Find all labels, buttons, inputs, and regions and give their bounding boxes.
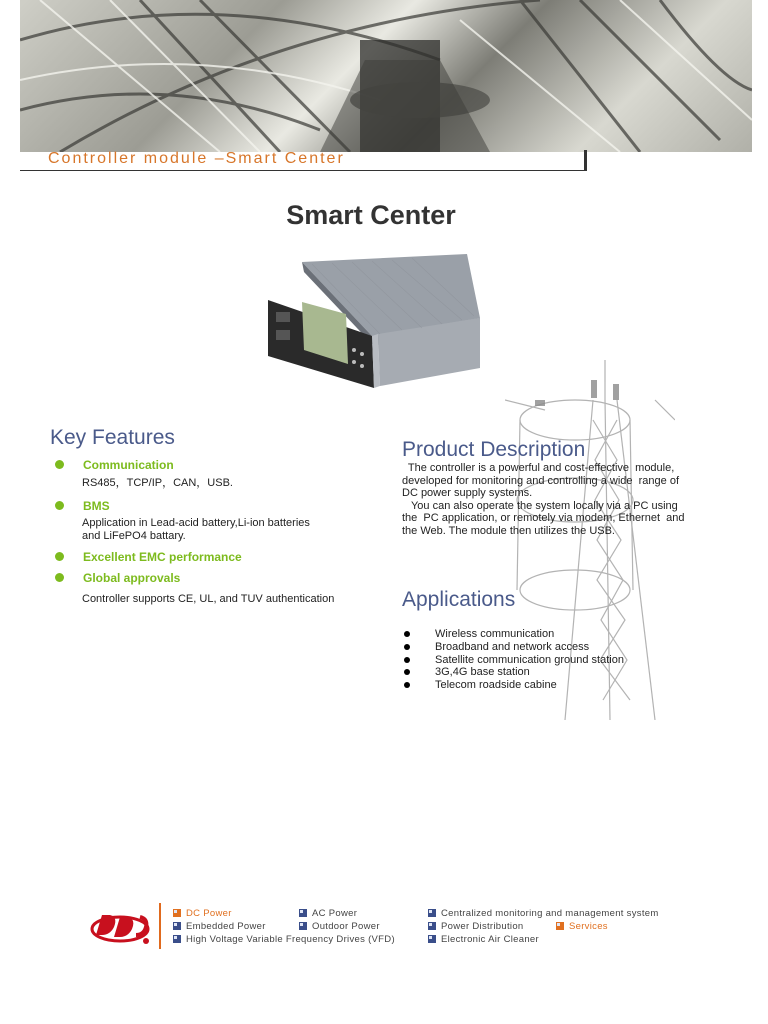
square-bullet-icon [428, 922, 436, 930]
feature-name: Global approvals [83, 571, 181, 585]
feature-description-line: Application in Lead-acid battery,Li-ion batteries [82, 517, 310, 529]
list-item: Broadband and network access [404, 641, 624, 654]
product-description-text [402, 462, 712, 537]
footer-item-label: Electronic Air Cleaner [441, 934, 539, 945]
description-line: DC power supply systems. [402, 487, 533, 499]
footer-item-power-distribution [428, 921, 524, 932]
list-item: Satellite communication ground station [404, 654, 624, 667]
feature-name: Communication [83, 458, 174, 472]
footer-item-label: Services [569, 921, 608, 932]
key-features-heading: Key Features [50, 426, 175, 449]
list-item: Wireless communication [404, 628, 624, 641]
footer-item-outdoor-power [299, 921, 380, 932]
list-item: 3G,4G base station [404, 666, 624, 679]
product-description-heading: Product Description [402, 438, 586, 461]
footer-item-label: Embedded Power [186, 921, 266, 932]
feature-name: Excellent EMC performance [83, 550, 242, 564]
footer-item-embedded-power [173, 921, 266, 932]
footer-divider [159, 903, 161, 949]
footer-item-air-cleaner [428, 934, 539, 945]
footer-item-label: Outdoor Power [312, 921, 380, 932]
bullet-icon [55, 460, 64, 469]
footer-item-label: AC Power [312, 908, 358, 919]
controller-module-image [262, 250, 482, 390]
square-bullet-icon [173, 935, 181, 943]
list-item: Telecom roadside cabine [404, 679, 624, 692]
footer-item-vfd [173, 934, 395, 945]
square-bullet-icon [173, 909, 181, 917]
section-label: Controller module –Smart Center [48, 150, 345, 167]
square-bullet-icon [428, 909, 436, 917]
footer-item-label: Centralized monitoring and management system [441, 908, 659, 919]
feature-description: RS485，TCP/IP，CAN，USB. [82, 477, 233, 489]
footer-item-label: DC Power [186, 908, 232, 919]
square-bullet-icon [556, 922, 564, 930]
description-line: You can also operate the system locally via a PC using [402, 499, 678, 512]
footer-item-dc-power [173, 908, 232, 919]
tower-banner-art [20, 0, 752, 152]
description-line: the Web. The module then utilizes the USB. [402, 524, 615, 537]
page-title: Smart Center [286, 200, 456, 230]
bullet-icon [55, 501, 64, 510]
description-line: The controller is a powerful and cost-effective module, [402, 462, 675, 474]
applications-list [404, 628, 624, 692]
applications-heading: Applications [402, 588, 516, 611]
description-line: the PC application, or remotely via modem, Ethernet and [402, 512, 685, 524]
footer-item-label: Power Distribution [441, 921, 524, 932]
square-bullet-icon [299, 922, 307, 930]
header-banner-image [20, 0, 752, 152]
section-header-bar [20, 150, 587, 171]
feature-description [82, 517, 310, 543]
footer-item-services [556, 921, 608, 932]
square-bullet-icon [299, 909, 307, 917]
bullet-icon [55, 573, 64, 582]
footer-item-ac-power [299, 908, 357, 919]
feature-description-line: and LiFePO4 battary. [82, 530, 186, 542]
square-bullet-icon [428, 935, 436, 943]
description-line: developed for monitoring and controlling a wide range of [402, 474, 680, 487]
feature-description: Controller supports CE, UL, and TUV authentication [82, 593, 335, 605]
feature-name: BMS [83, 499, 110, 513]
company-logo [90, 905, 152, 947]
footer-item-label: High Voltage Variable Frequency Drives (VFD) [186, 934, 395, 945]
square-bullet-icon [173, 922, 181, 930]
bullet-icon [55, 552, 64, 561]
footer-item-monitoring [428, 908, 659, 919]
